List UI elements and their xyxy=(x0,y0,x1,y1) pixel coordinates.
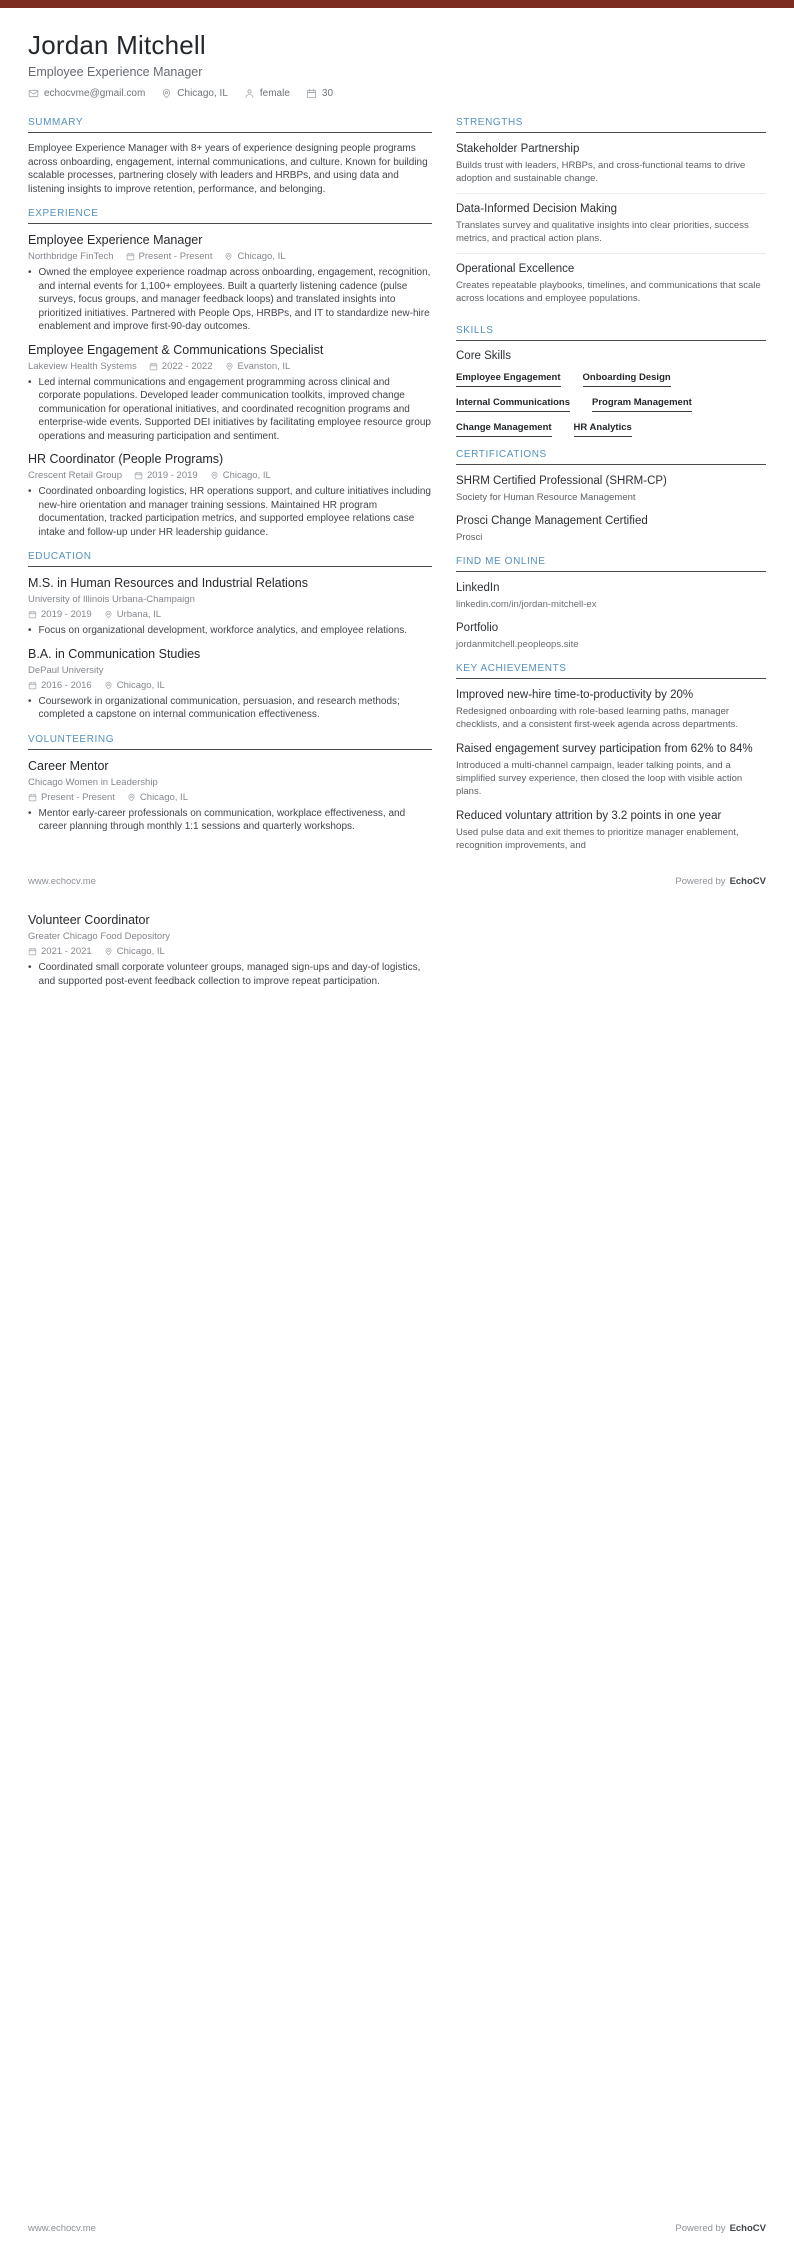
bullet-text: • Coordinated small corporate volunteer groups, managed sign-ups and day-of logistics, and supported post-event feedback collection to improve repeat participation. xyxy=(38,962,421,987)
bullet-text: • Led internal communications and engagement programming across clinical and corporate populations. Developed leader communication toolkits, improved change communication for operational initiatives, and coordinated recognition programs and enterprise-wide events. Supported DEI initiatives by facilitating employee resource group operations and measuring participation and sentiment. xyxy=(38,376,431,442)
strength-title: Stakeholder Partnership xyxy=(456,143,580,155)
location-icon xyxy=(104,610,113,619)
skill-tag: Onboarding Design xyxy=(583,372,671,387)
resume-header xyxy=(28,30,766,99)
summary-section xyxy=(28,117,432,196)
job-location-text: Evanston, IL xyxy=(237,360,291,372)
education-location-text: Chicago, IL xyxy=(116,679,165,691)
contact-gender xyxy=(244,88,290,99)
calendar-icon xyxy=(126,252,135,261)
contact-email-text[interactable]: echocvme@gmail.com xyxy=(44,88,146,99)
volunteer-meta xyxy=(28,946,432,957)
volunteer-organization: Greater Chicago Food Depository xyxy=(28,931,171,942)
degree-title: M.S. in Human Resources and Industrial Relations xyxy=(28,576,308,590)
job-dates-text: 2022 - 2022 xyxy=(161,360,213,372)
certification-issuer: Prosci xyxy=(456,532,483,543)
key-achievements-section xyxy=(456,663,766,852)
education-dates-text: 2016 - 2016 xyxy=(41,679,92,691)
achievement-item xyxy=(456,809,766,852)
job-meta xyxy=(28,251,432,262)
education-bullets xyxy=(28,624,432,638)
location-icon xyxy=(224,252,233,261)
summary-heading: SUMMARY xyxy=(28,117,432,133)
calendar-icon xyxy=(306,88,317,99)
volunteer-dates-text: 2021 - 2021 xyxy=(41,946,92,957)
footer-site-link[interactable]: www.echocv.me xyxy=(28,2223,96,2234)
resume-page-2 xyxy=(0,897,794,988)
experience-heading: EXPERIENCE xyxy=(28,208,432,224)
right-column xyxy=(456,117,766,864)
company-name: Crescent Retail Group xyxy=(28,470,122,481)
education-heading: EDUCATION xyxy=(28,551,432,567)
achievement-description: Used pulse data and exit themes to prioritize manager enablement, recognition improvements, and xyxy=(456,827,739,851)
bullet-text: • Focus on organizational development, workforce analytics, and employee relations. xyxy=(38,625,408,636)
bullet-item xyxy=(28,807,432,834)
person-name: Jordan Mitchell xyxy=(28,30,206,60)
person-icon xyxy=(244,88,255,99)
echocv-brand-link[interactable]: EchoCV xyxy=(729,876,766,887)
job-bullets xyxy=(28,266,432,334)
achievement-description: Redesigned onboarding with role-based learning paths, manager checklists, and a consistent first-week agenda across departments. xyxy=(456,706,738,730)
key-achievements-heading: KEY ACHIEVEMENTS xyxy=(456,663,766,679)
volunteering-entry xyxy=(28,759,432,834)
job-title: Employee Experience Manager xyxy=(28,233,203,247)
experience-section xyxy=(28,208,432,539)
school-name: DePaul University xyxy=(28,664,104,676)
achievement-item xyxy=(456,742,766,798)
strength-item xyxy=(456,202,766,254)
volunteer-location xyxy=(127,792,188,803)
bullet-item xyxy=(28,961,432,988)
volunteer-organization: Chicago Women in Leadership xyxy=(28,776,158,788)
volunteer-role: Career Mentor xyxy=(28,758,109,773)
calendar-icon xyxy=(28,947,37,956)
skill-tag: Internal Communications xyxy=(456,397,570,412)
volunteer-dates xyxy=(28,946,92,957)
person-title: Employee Experience Manager xyxy=(28,65,203,79)
certification-issuer: Society for Human Resource Management xyxy=(456,492,636,503)
volunteer-location xyxy=(104,946,165,957)
education-section xyxy=(28,551,432,722)
volunteer-dates-text: Present - Present xyxy=(41,791,115,803)
certification-title: Prosci Change Management Certified xyxy=(456,515,648,527)
location-icon xyxy=(210,471,219,480)
job-dates xyxy=(134,470,198,481)
page-footer xyxy=(28,2223,766,2234)
strength-item xyxy=(456,262,766,313)
job-dates-text: Present - Present xyxy=(138,251,213,262)
bullet-item xyxy=(28,695,432,722)
job-location xyxy=(225,361,291,372)
job-location xyxy=(224,251,285,262)
online-profile-item xyxy=(456,621,766,651)
education-entry xyxy=(28,647,432,722)
experience-entry xyxy=(28,452,432,539)
school-name: University of Illinois Urbana-Champaign xyxy=(28,594,195,605)
contact-age xyxy=(306,88,333,99)
job-meta xyxy=(28,361,432,372)
accent-bar xyxy=(0,0,794,8)
location-icon xyxy=(225,362,234,371)
experience-entry xyxy=(28,233,432,334)
certifications-section xyxy=(456,449,766,544)
strengths-section xyxy=(456,117,766,313)
certification-item xyxy=(456,474,766,504)
skills-section xyxy=(456,325,766,437)
volunteer-role: Volunteer Coordinator xyxy=(28,913,150,927)
bullet-text: • Coordinated onboarding logistics, HR operations support, and culture initiatives including new-hire orientation and manager training sessions. Maintained HR program documentation, tracked participation metrics, and supported employee relations case intake and follow-up under HR leadership guidance. xyxy=(38,486,431,538)
achievement-description: Introduced a multi-channel campaign, leader talking points, and a simplified survey experience, then closed the loop with visible action plans. xyxy=(456,760,743,797)
calendar-icon xyxy=(28,681,37,690)
volunteer-location-text: Chicago, IL xyxy=(116,946,165,957)
skills-group-title: Core Skills xyxy=(456,350,511,362)
online-profile-link[interactable]: linkedin.com/in/jordan-mitchell-ex xyxy=(456,599,597,610)
online-profile-item xyxy=(456,581,766,611)
contact-gender-text: female xyxy=(259,88,290,99)
job-bullets xyxy=(28,376,432,444)
certification-title: SHRM Certified Professional (SHRM-CP) xyxy=(456,475,667,487)
contact-age-text: 30 xyxy=(321,88,334,99)
online-profile-link[interactable]: jordanmitchell.peopleops.site xyxy=(456,639,579,650)
footer-powered-by xyxy=(675,2223,766,2234)
achievement-item xyxy=(456,688,766,731)
contact-email xyxy=(28,88,145,99)
bullet-text: • Coursework in organizational communication, persuasion, and research methods; completed a capstone on internal communication effectiveness. xyxy=(38,695,400,720)
volunteer-location-text: Chicago, IL xyxy=(139,791,188,803)
certification-item xyxy=(456,514,766,544)
location-icon xyxy=(127,793,136,802)
company-name: Lakeview Health Systems xyxy=(28,360,137,372)
strength-item xyxy=(456,142,766,194)
echocv-brand-link[interactable]: EchoCV xyxy=(729,2223,766,2234)
education-dates xyxy=(28,680,92,691)
job-dates xyxy=(126,251,213,262)
contact-row xyxy=(28,88,766,99)
achievement-title: Raised engagement survey participation from 62% to 84% xyxy=(456,743,753,755)
calendar-icon xyxy=(134,471,143,480)
summary-text: Employee Experience Manager with 8+ years of experience designing people programs across onboarding, engagement, internal communications, and culture. Known for building scalable processes, partnering closely with leaders and HRBPs, and using data and listening insights to improve retention, performance, and belonging. xyxy=(28,143,428,195)
contact-location-text: Chicago, IL xyxy=(177,88,228,99)
skill-tag: Program Management xyxy=(592,397,692,412)
education-location xyxy=(104,609,161,620)
job-bullets xyxy=(28,485,432,539)
skill-tag: Employee Engagement xyxy=(456,372,561,387)
volunteer-bullets xyxy=(28,961,432,988)
job-location xyxy=(210,470,271,481)
calendar-icon xyxy=(28,610,37,619)
education-location-text: Urbana, IL xyxy=(116,609,162,620)
education-meta xyxy=(28,609,432,620)
footer-powered-by xyxy=(675,876,766,887)
volunteering-heading: VOLUNTEERING xyxy=(28,734,432,750)
calendar-icon xyxy=(149,362,158,371)
experience-entry xyxy=(28,343,432,444)
education-entry xyxy=(28,576,432,638)
degree-title: B.A. in Communication Studies xyxy=(28,646,201,661)
strength-title: Data-Informed Decision Making xyxy=(456,203,618,215)
contact-location xyxy=(161,88,228,99)
job-title: HR Coordinator (People Programs) xyxy=(28,452,224,466)
left-column-continued xyxy=(28,913,432,988)
online-profile-label: LinkedIn xyxy=(456,582,500,594)
achievement-title: Reduced voluntary attrition by 3.2 points in one year xyxy=(456,810,722,822)
job-dates xyxy=(149,361,213,372)
footer-site-link[interactable]: www.echocv.me xyxy=(28,876,96,887)
powered-by-text: Powered by xyxy=(675,876,726,887)
job-location-text: Chicago, IL xyxy=(237,251,286,262)
strength-description: Translates survey and qualitative insights into clear priorities, success metrics, and practical action plans. xyxy=(456,220,749,244)
volunteer-dates xyxy=(28,792,115,803)
strengths-heading: STRENGTHS xyxy=(456,117,766,133)
achievement-title: Improved new-hire time-to-productivity by 20% xyxy=(456,689,694,701)
volunteer-bullets xyxy=(28,807,432,834)
bullet-text: • Mentor early-career professionals on communication, workplace effectiveness, and career planning through monthly 1:1 sessions and quarterly workshops. xyxy=(38,807,406,832)
find-me-online-section xyxy=(456,556,766,651)
resume-columns xyxy=(28,117,766,864)
job-meta xyxy=(28,470,432,481)
bullet-item xyxy=(28,266,432,334)
volunteering-section xyxy=(28,734,432,834)
skill-tag: HR Analytics xyxy=(574,422,632,437)
strength-description: Creates repeatable playbooks, timelines, and communications that scale across locations and employee populations. xyxy=(456,280,761,304)
strength-description: Builds trust with leaders, HRBPs, and cross-functional teams to drive adoption and sustainable change. xyxy=(456,160,746,184)
location-icon xyxy=(104,947,113,956)
find-me-online-heading: FIND ME ONLINE xyxy=(456,556,766,572)
skill-tag-list xyxy=(456,372,766,437)
bullet-item xyxy=(28,485,432,539)
page-footer xyxy=(28,864,766,887)
education-location xyxy=(104,680,165,691)
skill-tag: Change Management xyxy=(456,422,552,437)
bullet-text: • Owned the employee experience roadmap across onboarding, engagement, recognition, and internal events for 1,100+ employees. Built a quarterly listening cadence (pulse surveys, focus groups, and manager feedback loops) and translated insights into prioritized initiatives. Partnered with People Ops, HRBPs, and IT to standardize new-hire enablement and improve first-90-day outcomes. xyxy=(38,267,431,332)
bullet-item xyxy=(28,376,432,444)
location-icon xyxy=(104,681,113,690)
certifications-heading: CERTIFICATIONS xyxy=(456,449,766,465)
resume-page-1 xyxy=(0,8,794,897)
bullet-item xyxy=(28,624,432,638)
company-name: Northbridge FinTech xyxy=(28,251,114,262)
job-location-text: Chicago, IL xyxy=(222,470,271,481)
education-dates-text: 2019 - 2019 xyxy=(41,609,92,620)
volunteering-entry xyxy=(28,913,432,988)
education-meta xyxy=(28,680,432,691)
volunteer-meta xyxy=(28,792,432,803)
skills-heading: SKILLS xyxy=(456,325,766,341)
powered-by-text: Powered by xyxy=(675,2223,726,2234)
strength-title: Operational Excellence xyxy=(456,263,575,275)
education-dates xyxy=(28,609,92,620)
left-column xyxy=(28,117,432,864)
email-icon xyxy=(28,88,39,99)
calendar-icon xyxy=(28,793,37,802)
location-icon xyxy=(161,88,172,99)
job-dates-text: 2019 - 2019 xyxy=(146,470,198,481)
online-profile-label: Portfolio xyxy=(456,622,499,634)
education-bullets xyxy=(28,695,432,722)
job-title: Employee Engagement & Communications Specialist xyxy=(28,342,324,357)
